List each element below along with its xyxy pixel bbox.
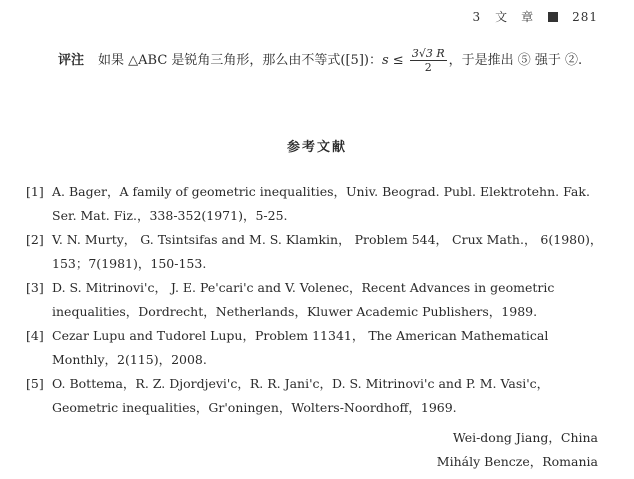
reference-item	[28, 180, 608, 228]
reference-text: O. Bottema，R. Z. Djordjevi'c，R. R. Jani'c，D. S. Mitrinovi'c and P. M. Vasi'c，Geometric inequalities，Gr'oningen，Wolters-Noordhoff，1969.	[52, 376, 550, 415]
reference-number: [4]	[26, 328, 44, 343]
remark-label: 评注	[58, 53, 85, 68]
remark-fraction	[410, 47, 447, 74]
references-list	[28, 180, 608, 420]
chapter-title: 文 章	[495, 10, 535, 24]
page-number: 281	[572, 9, 598, 24]
fraction-numerator: 3√3 R	[411, 47, 445, 60]
reference-item	[28, 228, 608, 276]
remark-text-after: ，于是推出 ⑤ 强于 ②.	[448, 53, 583, 68]
author-line-1: Wei-dong Jiang，China	[452, 430, 598, 445]
reference-text: A. Bager，A family of geometric inequalities，Univ. Beograd. Publ. Elektrotehn. Fak. Ser. Mat. Fiz.，338-352(1971)，5-25.	[52, 184, 590, 223]
remark-leq: ≤	[392, 53, 404, 68]
author-line-2: Mihály Bencze，Romania	[436, 454, 598, 469]
remark-paragraph	[18, 44, 608, 78]
reference-text: D. S. Mitrinovi'c， J. E. Pe'cari'c and V. Volenec，Recent Advances in geometric inequalities，Dordrecht，Netherlands，Kluwer Academic Publishers，1989.	[52, 280, 555, 319]
reference-item	[28, 324, 608, 372]
running-head	[472, 8, 598, 25]
reference-number: [2]	[26, 232, 44, 247]
square-bullet-icon	[548, 12, 558, 22]
references-heading: 参考文献	[286, 140, 347, 155]
reference-number: [1]	[26, 184, 44, 199]
reference-item	[28, 276, 608, 324]
reference-text: Cezar Lupu and Tudorel Lupu，Problem 11341， The American Mathematical Monthly，2(115)，2008.	[52, 328, 549, 367]
remark-var-s: s	[381, 53, 389, 68]
fraction-denominator: 2	[424, 61, 432, 74]
reference-number: [5]	[26, 376, 44, 391]
reference-item	[28, 372, 608, 420]
remark-text-before: 如果 △ABC 是锐角三角形，那么由不等式([5])：	[98, 53, 382, 68]
reference-number: [3]	[26, 280, 44, 295]
chapter-number: 3	[472, 9, 482, 24]
reference-text: V. N. Murty， G. Tsintsifas and M. S. Klamkin， Problem 544， Crux Math.， 6(1980)，153；7(1981)，150-153.	[52, 232, 603, 271]
